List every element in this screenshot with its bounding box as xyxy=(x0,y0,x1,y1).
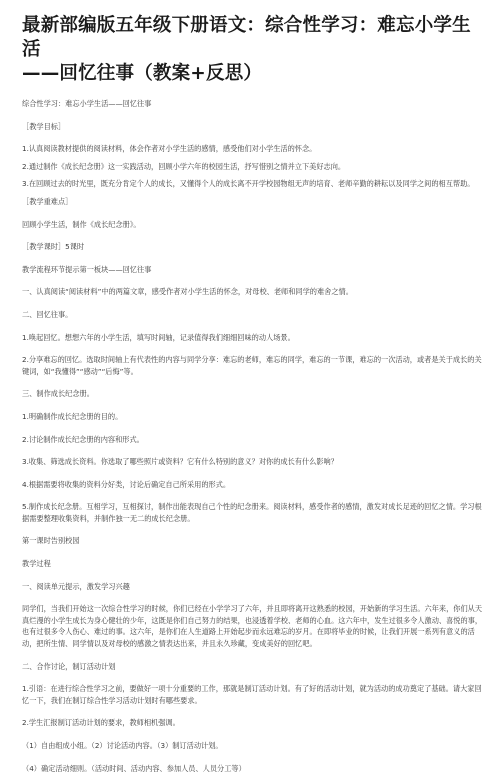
paragraph: 3.收集、筛选成长资料。你选取了哪些照片或资料？它有什么特别的意义？对你的成长有什么影响？ xyxy=(22,457,338,467)
paragraph: （1）自由组成小组。（2）讨论活动内容。（3）制订活动计划。 xyxy=(22,741,223,750)
paragraph: 1.唤起回忆。想想六年的小学生活，填写时间轴，记录值得我们细细回味的动人场景。 xyxy=(22,332,295,342)
paragraph: 同学们，当我们开始这一次综合性学习的时候，你们已经在小学学习了六年，并且即将离开这熟悉的校园，开始新的学习生活。六年来，你们从天真烂漫的小学生成长为身心健壮的少年，这既是你们自己努力的结果，也浸透着学校、老师的心血。这六年中，发生过很多令人激动、喜悦的事，也有过很多令人伤心、难过的事。这六年，是你们在人生道路上开始起步而永远难忘的岁月。在即将毕业的时候，让我们开展一系列有意义的活动，把所生情、同学情以及对母校的感激之情表达出来，并且永久珍藏，变成美好的回忆吧。 xyxy=(22,604,483,649)
title-line-2: ——回忆往事（教案+反思） xyxy=(22,63,263,84)
paragraph: 综合性学习：难忘小学生活——回忆往事 xyxy=(22,99,152,108)
paragraph: 1.认真阅读教材提供的阅读材料，体会作者对小学生活的感情，感受他们对小学生活的怀念。 xyxy=(22,144,317,154)
paragraph: 三、制作成长纪念册。 xyxy=(22,389,94,399)
paragraph: 5.制作成长纪念册。互相学习，互相探讨，制作出能表现自己个性的纪念册来。阅读材料，感受作者的感情，激发对成长足迹的回忆之情。学习根据需要整理收集资料，并制作独一无二的成长纪念册。 xyxy=(22,502,482,523)
paragraph: 2.讨论制作成长纪念册的内容和形式。 xyxy=(22,434,144,444)
paragraph: 2.通过制作《成长纪念册》这一实践活动，回顾小学六年的校园生活，抒写惜别之情并立下美好志向。 xyxy=(22,161,346,171)
paragraph: 3.在回顾过去的时光里，既充分肯定个人的成长，又懂得个人的成长离不开学校园物组无声的培育、老师辛勤的耕耘以及同学之间的相互帮助。 xyxy=(22,179,475,189)
paragraph: 1.引语：在进行综合性学习之前，要做好一项十分重要的工作，那就是制订活动计划。有了好的活动计划，就为活动的成功奠定了基础。请大家回忆一下，我们在制订综合性学习活动计划时有哪些要求。 xyxy=(22,684,482,705)
paragraph: 2.分享难忘的回忆。选取时间轴上有代表性的内容与同学分享：难忘的老师，难忘的同学，难忘的一节课，难忘的一次活动，或者是关于成长的关键词，如“我懂得”“感动”“后悔”等。 xyxy=(22,355,482,376)
paragraph: 二、合作讨论，制订活动计划 xyxy=(22,661,116,671)
title-line-1: 最新部编版五年级下册语文：综合性学习：难忘小学生活 xyxy=(22,15,471,60)
section-heading: ［教学课时］5课时 xyxy=(22,242,85,252)
paragraph: 二、回忆往事。 xyxy=(22,309,73,319)
paragraph: 一、认真阅读“阅读材料”中的两篇文章，感受作者对小学生活的怀念，对母校、老师和同学的难舍之情。 xyxy=(22,287,353,297)
section-heading: ［教学重难点］ xyxy=(22,196,73,206)
document-title xyxy=(22,14,482,86)
paragraph: 一、阅读单元提示，激发学习兴趣 xyxy=(22,581,130,591)
section-heading: 教学过程 xyxy=(22,559,51,569)
paragraph: 4.根据需要将收集的资料分好类，讨论后确定自己所采用的形式。 xyxy=(22,479,231,489)
document-page xyxy=(0,14,504,773)
paragraph: 2.学生汇报制订活动计划的要求，教师相机强调。 xyxy=(22,718,180,728)
section-heading: 第一课时告别校园 xyxy=(22,536,80,546)
document-body xyxy=(22,98,482,774)
paragraph: 回顾小学生活，制作《成长纪念册》。 xyxy=(22,219,141,229)
section-heading: ［教学目标］ xyxy=(22,121,66,131)
paragraph: （4）确定活动细则。（活动时间、活动内容、参加人员、人员分工等） xyxy=(22,763,246,773)
paragraph: 1.明确制作成长纪念册的目的。 xyxy=(22,411,123,421)
paragraph: 教学流程环节提示第一板块——回忆往事 xyxy=(22,264,152,274)
